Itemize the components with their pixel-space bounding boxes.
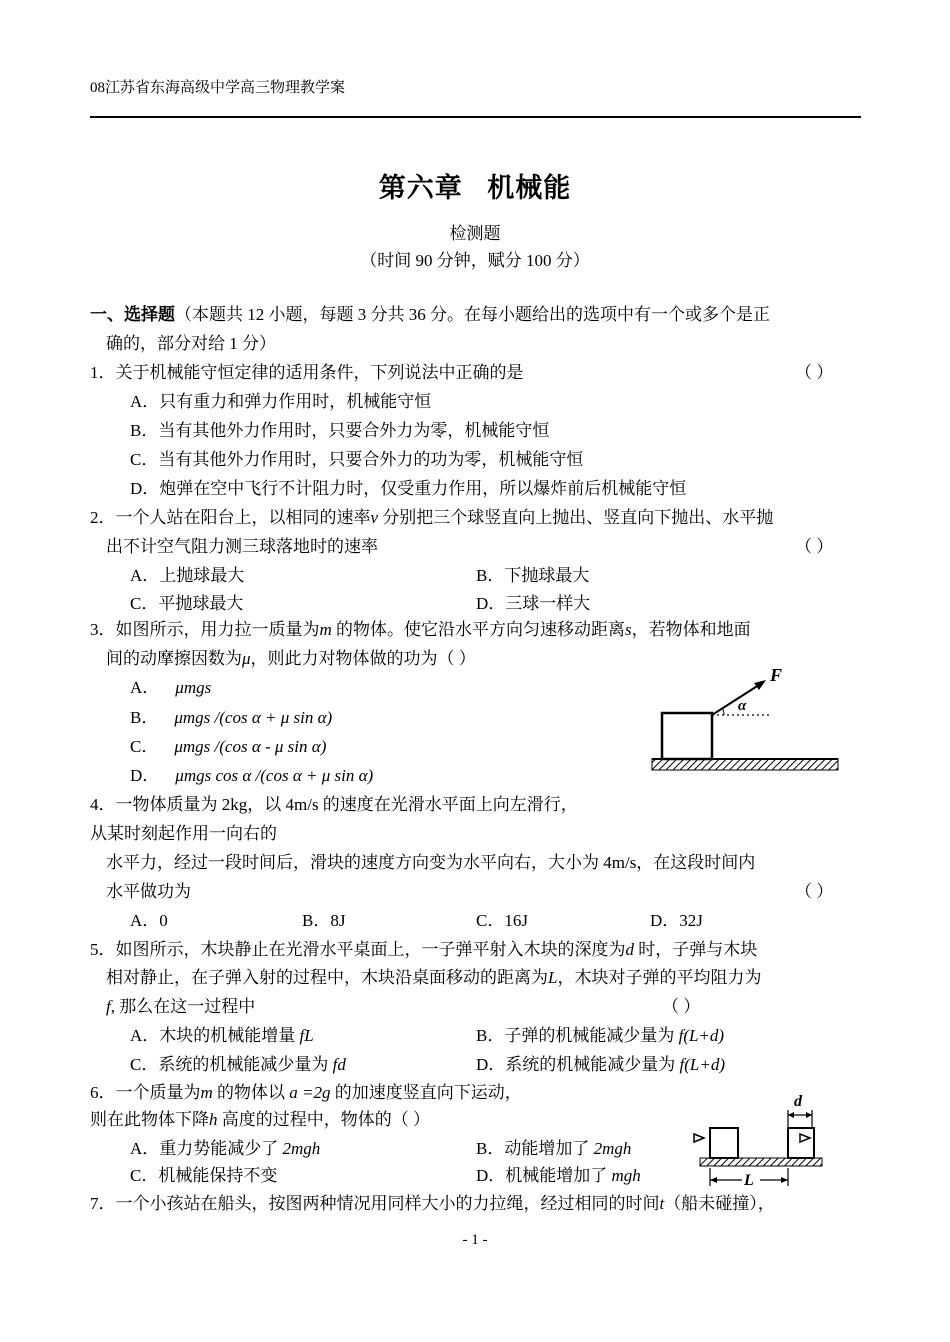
- q5-b-pre: B．子弹的机械能减少量为: [476, 1026, 679, 1045]
- q3-stem2-post: ，则此力对物体做的功为（ ）: [250, 649, 476, 668]
- q1-stem: 1．关于机械能守恒定律的适用条件，下列说法中正确的是: [90, 363, 524, 382]
- q4-answer-bracket: （ ）: [795, 882, 834, 901]
- q6-stem2-post: 高度的过程中，物体的（ ）: [217, 1110, 430, 1129]
- q2-stem: [90, 507, 773, 529]
- q5-stem2-post: ，木块对子弹的平均阻力为: [557, 968, 762, 987]
- q5-table-surface: [700, 1158, 822, 1166]
- q2-option-b: B．下抛球最大: [476, 566, 590, 585]
- q5-stem1-post: 时，子弹与木块: [634, 940, 758, 959]
- q1-option-d: D．炮弹在空中飞行不计阻力时，仅受重力作用，所以爆炸前后机械能守恒: [130, 479, 687, 498]
- q5-option-c: [130, 1054, 346, 1076]
- q5-c-expr: fd: [332, 1055, 346, 1074]
- q3-c-expr: μmgs /(cos α - μ sin α): [174, 737, 327, 756]
- q2-stem-post: 分别把三个球竖直向上抛出、竖直向下抛出、水平抛: [378, 508, 774, 527]
- q4-option-c: C．16J: [476, 911, 528, 930]
- q2-option-c: C．平抛球最大: [130, 594, 244, 613]
- section-label: 一、选择题: [90, 305, 175, 324]
- q2-option-d: D．三球一样大: [476, 594, 591, 613]
- q6-b-expr: 2mgh: [593, 1139, 632, 1158]
- q3-option-b: [130, 707, 332, 729]
- q3-figure: [650, 665, 840, 780]
- q3-a-expr: μmgs: [175, 678, 212, 697]
- q5-stem3-post: , 那么在这一过程中: [110, 997, 256, 1016]
- q3-force-arrow: [712, 683, 762, 715]
- q6-accel-expr: a =2g: [289, 1083, 331, 1102]
- q6-var-h: h: [209, 1110, 218, 1129]
- q5-bullet-left: [694, 1134, 704, 1142]
- q3-stem-mid: 的物体。使它沿水平方向匀速移动距离: [331, 620, 626, 639]
- q3-c-label: C．: [130, 737, 159, 756]
- q3-ground: [652, 759, 838, 770]
- q6-d-pre: D．机械能增加了: [476, 1166, 612, 1185]
- q1-answer-bracket: （ ）: [795, 363, 834, 382]
- q6-stem-2: [90, 1109, 430, 1131]
- q7-stem-pre: 7．一个小孩站在船头，按图两种情况用同样大小的力拉绳，经过相同的时间: [90, 1194, 660, 1213]
- q6-option-a: [130, 1138, 320, 1160]
- q3-stem-post: ，若物体和地面: [631, 620, 751, 639]
- q4-stem: 4．一物体质量为 2kg，以 4m/s 的速度在光滑水平面上向左滑行，: [90, 795, 578, 814]
- section-heading: [90, 304, 770, 326]
- q3-var-s: s: [625, 620, 632, 639]
- q6-stem-post: 的加速度竖直向下运动，: [330, 1083, 522, 1102]
- q2-stem-pre: 2．一个人站在阳台上，以相同的速率: [90, 508, 371, 527]
- q6-stem-pre: 6．一个质量为: [90, 1083, 201, 1102]
- q3-b-expr: μmgs /(cos α + μ sin α): [174, 708, 333, 727]
- q3-a-label: A．: [130, 678, 160, 697]
- q6-option-b: [476, 1138, 631, 1160]
- q5-stem1-pre: 5．如图所示，木块静止在光滑水平桌面上，一子弹平射入木块的深度为: [90, 940, 626, 959]
- q5-var-L: L: [548, 968, 558, 987]
- q6-b-pre: B．动能增加了: [476, 1139, 594, 1158]
- q5-a-expr: fL: [299, 1026, 314, 1045]
- q3-stem2-pre: 间的动摩擦因数为: [106, 649, 242, 668]
- q7-stem-post: （船未碰撞），: [664, 1194, 775, 1213]
- page-header: 08江苏省东海高级中学高三物理教学案: [90, 80, 346, 96]
- q7-var-t: t: [659, 1194, 665, 1213]
- q3-label-alpha: α: [738, 698, 747, 714]
- q5-var-f: f: [106, 997, 111, 1016]
- q5-d-pre: D．系统的机械能减少量为: [476, 1055, 680, 1074]
- q3-var-m: m: [319, 620, 332, 639]
- q4-stem-4: 水平做功为: [106, 882, 191, 901]
- page-number: - 1 -: [462, 1232, 488, 1248]
- q6-a-expr: 2mgh: [282, 1139, 321, 1158]
- q5-stem: [90, 939, 757, 961]
- q2-var-v: v: [370, 508, 379, 527]
- exam-info: （时间 90 分钟，赋分 100 分）: [360, 251, 590, 270]
- section-desc: （本题共 12 小题，每题 3 分共 36 分。在每小题给出的选项中有一个或多个是正: [175, 305, 770, 324]
- q5-stem-2: [106, 967, 761, 989]
- section-desc-2: 确的，部分对给 1 分）: [106, 334, 276, 353]
- q5-block-start: [710, 1128, 738, 1158]
- q2-stem-2: 出不计空气阻力测三球落地时的速率: [106, 537, 378, 556]
- q5-option-a: [130, 1025, 314, 1047]
- q1-option-c: C．当有其他外力作用时，只要合外力的功为零，机械能守恒: [130, 450, 584, 469]
- q3-option-d: [130, 765, 373, 787]
- q5-option-b: [476, 1025, 724, 1047]
- q3-stem: [90, 619, 751, 641]
- q5-answer-bracket: （ ）: [662, 997, 701, 1016]
- q5-block-end: [788, 1128, 814, 1158]
- q4-stem-3: 水平力，经过一段时间后，滑块的速度方向变为水平向右，大小为 4m/s，在这段时间内: [106, 853, 756, 872]
- q5-figure: [690, 1090, 830, 1190]
- subtitle: 检测题: [449, 224, 501, 243]
- q5-a-pre: A．木块的机械能增量: [130, 1026, 300, 1045]
- q4-option-b: B．8J: [302, 911, 346, 930]
- q1-option-a: A．只有重力和弹力作用时，机械能守恒: [130, 392, 432, 411]
- q5-var-d: d: [625, 940, 634, 959]
- q5-d-expr: f(L+d): [679, 1055, 726, 1074]
- q6-stem-mid: 的物体以: [212, 1083, 290, 1102]
- q7-stem: [90, 1193, 775, 1215]
- q2-option-a: A．上抛球最大: [130, 566, 245, 585]
- q3-option-c: [130, 736, 326, 758]
- q6-d-expr: mgh: [611, 1166, 641, 1185]
- q3-block: [662, 713, 712, 759]
- q5-stem-3: [106, 996, 255, 1018]
- q6-option-d: [476, 1165, 641, 1187]
- q3-b-label: B．: [130, 708, 159, 727]
- q5-fig-label-d: d: [794, 1093, 802, 1110]
- q3-label-F: F: [770, 665, 783, 685]
- q5-b-expr: f(L+d): [678, 1026, 725, 1045]
- q5-c-pre: C．系统的机械能减少量为: [130, 1055, 333, 1074]
- q4-stem-2: 从某时刻起作用一向右的: [90, 824, 277, 843]
- q6-var-m: m: [200, 1083, 213, 1102]
- q3-d-expr: μmgs cos α /(cos α + μ sin α): [175, 766, 374, 785]
- q3-stem-pre: 3．如图所示，用力拉一质量为: [90, 620, 320, 639]
- q5-stem2-pre: 相对静止，在子弹入射的过程中，木块沿桌面移动的距离为: [106, 968, 548, 987]
- header-rule: [90, 116, 861, 118]
- q5-option-d: [476, 1054, 725, 1076]
- q3-stem-2: [106, 648, 476, 670]
- q3-var-mu: μ: [242, 649, 251, 668]
- q6-stem: [90, 1082, 522, 1104]
- q6-a-pre: A．重力势能减少了: [130, 1139, 283, 1158]
- q5-fig-label-L: L: [744, 1172, 754, 1189]
- q4-option-d: D．32J: [650, 911, 703, 930]
- q1-option-b: B．当有其他外力作用时，只要合外力为零，机械能守恒: [130, 421, 550, 440]
- chapter-title: 第六章 机械能: [378, 173, 572, 204]
- q2-answer-bracket: （ ）: [795, 537, 834, 556]
- q6-stem2-pre: 则在此物体下降: [90, 1110, 209, 1129]
- q4-option-a: A．0: [130, 911, 168, 930]
- q6-option-c: C．机械能保持不变: [130, 1166, 278, 1185]
- q3-option-a: [130, 677, 211, 699]
- q3-d-label: D．: [130, 766, 160, 785]
